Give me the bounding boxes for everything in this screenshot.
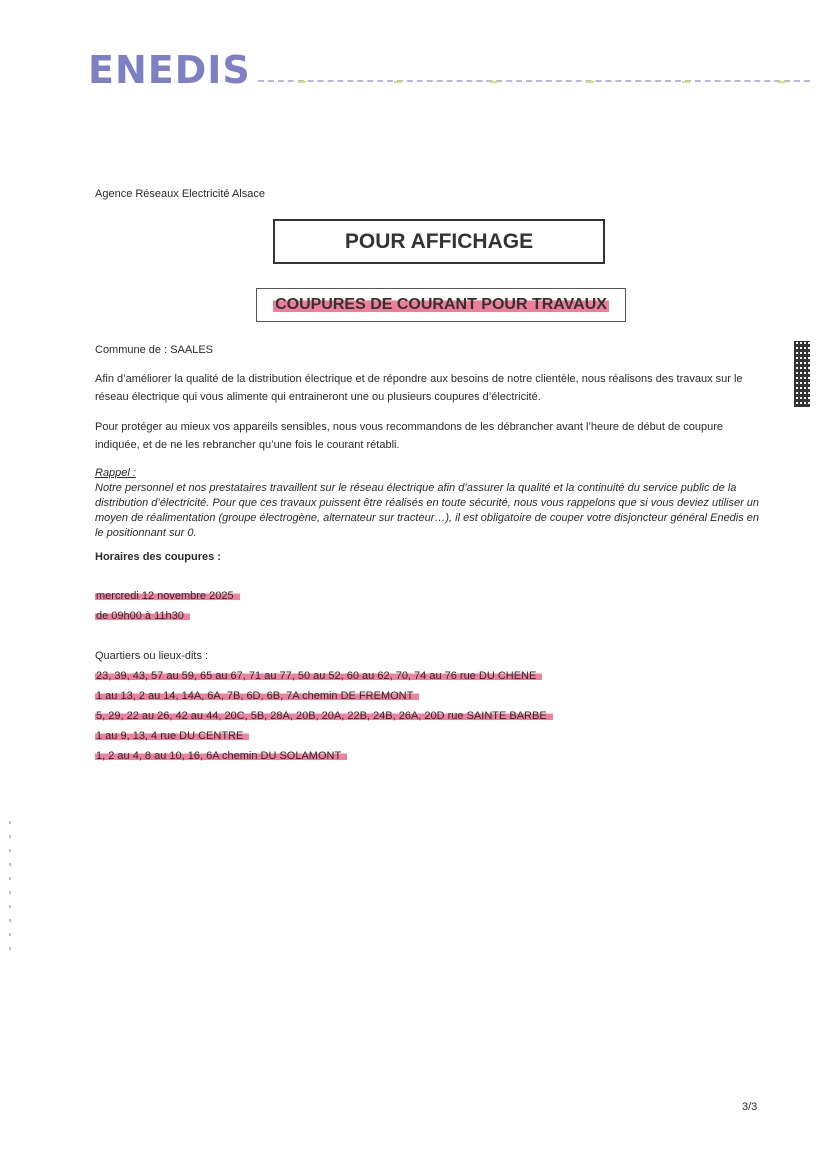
coupures-title: COUPURES DE COURANT POUR TRAVAUX: [275, 296, 607, 313]
outage-hours-text: de 09h00 à 11h30: [95, 610, 190, 622]
rappel-label-text: Rappel :: [95, 467, 136, 479]
quartier-item: [95, 707, 763, 725]
outage-date: [95, 587, 763, 605]
quartier-item-text: 1 au 13, 2 au 14, 14A, 6A, 7B, 6D, 6B, 7A chemin DE FREMONT: [95, 690, 419, 702]
quartier-item-text: 1, 2 au 4, 8 au 10, 16, 6A chemin DU SOLAMONT: [95, 750, 347, 762]
datamatrix-code: [794, 341, 810, 407]
quartier-item: [95, 687, 763, 705]
rappel-text: Notre personnel et nos prestataires travaillent sur le réseau électrique afin d’assurer la qualité et la continuité du service public de la distribution d’électricité. Pour que ces travaux puissent être réalisés en toute sécurité, nous vous rappelons que si vous deviez utiliser un moyen de réalimentation (groupe électrogène, alternateur sur tracteur…), il est obligatoire de couper votre disjoncteur général Enedis en le positionnant sur 0.: [95, 482, 760, 539]
rappel-label: [95, 466, 763, 481]
agency-name: Agence Réseaux Electricité Alsace: [95, 188, 265, 200]
coupures-title-box: [256, 288, 626, 322]
enedis-logo: ENEDIS: [88, 48, 251, 92]
paragraph-intro: Afin d’améliorer la qualité de la distribution électrique et de répondre aux besoins de notre clientèle, nous réalisons des travaux sur le réseau électrique qui vous alimente qui entraineront une ou plusieurs coupures d’électricité.: [95, 373, 743, 403]
quartier-item: [95, 727, 763, 745]
horaires-label: Horaires des coupures :: [95, 551, 221, 563]
quartier-item: [95, 667, 763, 685]
pour-affichage-title: [273, 219, 605, 264]
scan-margin-marks: [9, 810, 11, 950]
commune: Commune de : SAALES: [95, 344, 214, 356]
quartiers-label: Quartiers ou lieux-dits :: [95, 650, 209, 662]
header-rule-accent: [258, 81, 810, 83]
quartier-item-text: 23, 39, 43, 57 au 59, 65 au 67, 71 au 77, 50 au 52, 60 au 62, 70, 74 au 76 rue DU CHENE: [95, 670, 542, 682]
outage-date-text: mercredi 12 novembre 2025: [95, 590, 240, 602]
quartier-item-text: 5, 29, 22 au 26, 42 au 44, 20C, 5B, 28A, 20B, 20A, 22B, 24B, 26A, 20D rue SAINTE BARBE: [95, 710, 553, 722]
paragraph-protect: Pour protéger au mieux vos appareils sensibles, nous vous recommandons de les débrancher avant l’heure de début de coupure indiquée, et de ne les rebrancher qu’une fois le courant rétabli.: [95, 421, 723, 451]
page-number: 3/3: [742, 1101, 758, 1113]
outage-hours: [95, 607, 763, 625]
quartier-item: [95, 747, 763, 765]
pour-affichage-text: POUR AFFICHAGE: [344, 229, 534, 253]
quartier-item-text: 1 au 9, 13, 4 rue DU CENTRE: [95, 730, 249, 742]
